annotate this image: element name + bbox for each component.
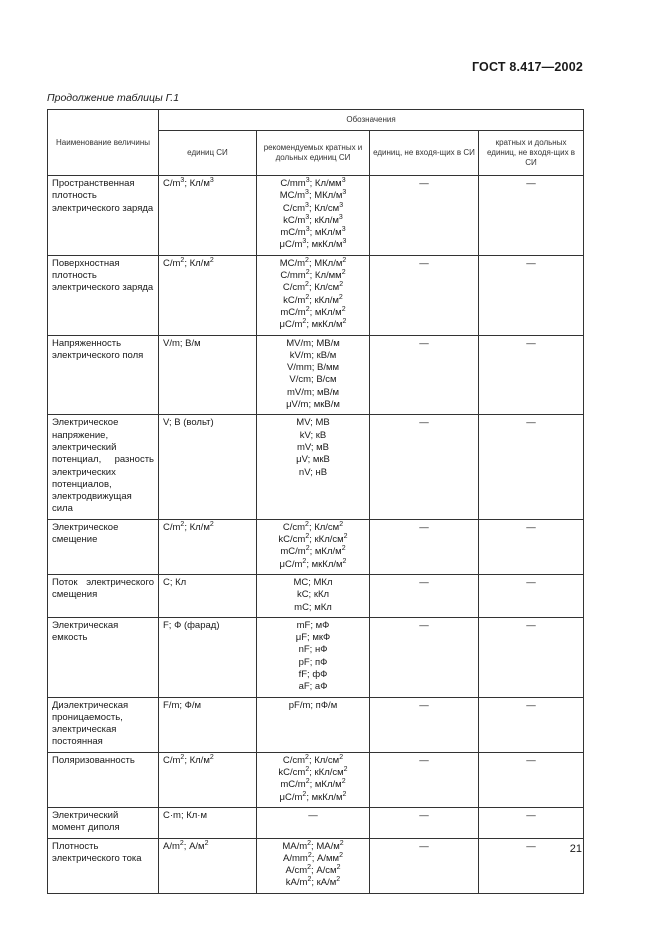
unit-exponent: 3 — [305, 201, 309, 209]
unit-text: ; А/см — [311, 865, 337, 877]
unit-exponent: 2 — [305, 520, 309, 528]
header-quantity-name: Наименование величины — [48, 110, 159, 176]
unit-text: ; МКл/м — [308, 190, 343, 202]
quantity-name: Поверхностная плотность электрического заряда — [48, 255, 159, 335]
si-unit — [159, 255, 257, 335]
si-unit — [159, 176, 257, 256]
unit-exponent: 2 — [307, 863, 312, 871]
unit-text: ; Кл/см — [308, 202, 340, 214]
unit-text: mV/m; мВ/м — [286, 386, 340, 398]
unit-text: V/m; В/м — [163, 337, 201, 349]
unit-text: ; Кл/см — [308, 754, 340, 766]
multiple-unit-line — [261, 467, 365, 479]
unit-text: mC/m — [280, 779, 306, 791]
unit-text: ; А/м — [183, 840, 205, 852]
unit-exponent: 2 — [339, 753, 344, 761]
recommended-multiples — [257, 752, 370, 807]
unit-exponent: 2 — [302, 557, 307, 565]
si-unit — [159, 415, 257, 519]
unit-exponent: 2 — [302, 790, 307, 798]
unit-text: MC/m — [279, 190, 306, 202]
unit-text: V/cm; В/см — [289, 374, 337, 386]
table-row — [48, 807, 584, 838]
multiple-unit-line — [261, 602, 365, 614]
unit-text: μC/m — [279, 319, 303, 331]
multiple-unit-line — [261, 522, 365, 534]
quantity-name: Электрическое напряжение, электрический потенциал, разность электрических потенциалов, электродвижущая сила — [48, 415, 159, 519]
unit-text: ; Кл/мм — [309, 270, 342, 282]
unit-exponent: 3 — [341, 176, 346, 184]
unit-text: μV/m; мкВ/м — [286, 399, 340, 411]
unit-exponent: 2 — [179, 839, 184, 847]
non-si-unit: — — [370, 415, 479, 519]
unit-exponent: 3 — [342, 189, 347, 197]
unit-text: μC/m — [279, 791, 303, 803]
unit-exponent: 3 — [342, 238, 347, 246]
unit-exponent: 2 — [305, 305, 310, 313]
document-code: ГОСТ 8.417—2002 — [471, 60, 583, 74]
multiple-unit-line — [261, 319, 365, 331]
unit-exponent: 2 — [209, 753, 214, 761]
non-si-unit: — — [370, 752, 479, 807]
unit-text: ; мкКл/м — [306, 319, 343, 331]
unit-text: fF; фФ — [298, 668, 328, 680]
unit-text: pF; пФ — [298, 656, 328, 668]
recommended-multiples — [257, 335, 370, 415]
table-row — [48, 176, 584, 256]
unit-text: C; Кл — [163, 576, 187, 588]
unit-text: ; Кл/мм — [309, 178, 342, 189]
multiple-unit-line — [261, 454, 365, 466]
unit-text: mC; мКл — [294, 601, 332, 613]
unit-exponent: 2 — [302, 318, 307, 326]
multiple-unit-line — [261, 387, 365, 399]
unit-exponent: 3 — [341, 226, 346, 234]
unit-text: mC/m — [280, 227, 306, 239]
unit-text: ; мКл/м — [309, 779, 342, 791]
unit-text: C·m; Кл·м — [163, 809, 207, 821]
multiple-unit-line — [261, 350, 365, 362]
unit-text: mF; мФ — [296, 619, 330, 631]
unit-exponent: 2 — [180, 520, 185, 528]
multiple-unit-line — [261, 559, 365, 571]
table-row — [48, 335, 584, 415]
unit-text: nV; нВ — [298, 466, 328, 478]
multiple-unit-line — [261, 644, 365, 656]
multiple-unit-line — [261, 374, 365, 386]
table-row — [48, 697, 584, 752]
unit-exponent: 3 — [305, 226, 310, 234]
multiple-unit-line — [261, 589, 365, 601]
unit-text: kV/m; кВ/м — [289, 349, 337, 361]
unit-exponent: 2 — [305, 532, 310, 540]
multiple-unit-line — [261, 399, 365, 411]
unit-text: A/mm — [283, 852, 308, 864]
quantity-name: Электрический момент диполя — [48, 807, 159, 838]
multiple-unit-line — [261, 669, 365, 681]
unit-text: ; Кл/м — [184, 754, 210, 766]
unit-exponent: 2 — [307, 876, 312, 884]
multiple-unit-line — [261, 779, 365, 791]
multiple-unit-line — [261, 865, 365, 877]
non-si-multiple-unit: — — [479, 752, 584, 807]
unit-text: C/mm — [280, 270, 306, 282]
non-si-multiple-unit: — — [479, 617, 584, 697]
unit-text: ; кКл/м — [309, 214, 339, 226]
unit-exponent: 2 — [307, 839, 312, 847]
multiple-unit-line — [261, 258, 365, 270]
table-row — [48, 255, 584, 335]
header-designations: Обозначения — [159, 110, 584, 131]
unit-exponent: 3 — [209, 176, 214, 184]
non-si-unit: — — [370, 807, 479, 838]
multiple-unit-line — [261, 430, 365, 442]
unit-text: V; В (вольт) — [163, 417, 214, 429]
non-si-multiple-unit: — — [479, 415, 584, 519]
non-si-multiple-unit: — — [479, 519, 584, 574]
unit-text: A/m — [163, 840, 180, 852]
unit-text: kC/cm — [278, 767, 306, 779]
multiple-unit-line — [261, 295, 365, 307]
unit-exponent: 3 — [305, 176, 310, 184]
unit-text: C/cm — [282, 202, 306, 214]
unit-text: — — [308, 809, 318, 821]
non-si-multiple-unit: — — [479, 838, 584, 893]
unit-exponent: 2 — [343, 765, 348, 773]
multiple-unit-line — [261, 681, 365, 693]
unit-text: μC/m — [279, 239, 303, 251]
unit-text: MC; МКл — [293, 576, 333, 588]
unit-text: kA/m — [285, 877, 308, 889]
multiple-unit-line — [261, 239, 365, 251]
table-row — [48, 415, 584, 519]
table-row — [48, 574, 584, 617]
table-row — [48, 838, 584, 893]
unit-text: MC/m — [279, 257, 306, 269]
multiple-unit-line — [261, 700, 365, 712]
multiple-unit-line — [261, 338, 365, 350]
unit-text: kV; кВ — [299, 429, 327, 441]
si-unit — [159, 519, 257, 574]
non-si-multiple-unit: — — [479, 697, 584, 752]
unit-text: pF/m; пФ/м — [288, 699, 338, 711]
non-si-unit: — — [370, 255, 479, 335]
unit-text: nF; нФ — [298, 644, 328, 656]
unit-text: F/m; Ф/м — [163, 699, 202, 711]
non-si-unit: — — [370, 519, 479, 574]
unit-exponent: 2 — [341, 305, 346, 313]
unit-exponent: 2 — [341, 545, 346, 553]
multiple-unit-line — [261, 767, 365, 779]
recommended-multiples — [257, 617, 370, 697]
unit-exponent: 2 — [305, 268, 310, 276]
quantity-name: Плотность электрического тока — [48, 838, 159, 893]
non-si-multiple-unit: — — [479, 574, 584, 617]
units-table — [47, 109, 584, 894]
unit-exponent: 3 — [305, 213, 310, 221]
multiple-unit-line — [261, 270, 365, 282]
unit-text: ; мкКл/м — [306, 791, 343, 803]
unit-exponent: 2 — [305, 778, 310, 786]
unit-exponent: 3 — [180, 176, 185, 184]
header-non-si-units: единиц, не входя-щих в СИ — [370, 131, 479, 176]
unit-text: V/mm; В/мм — [286, 362, 340, 374]
multiple-unit-line — [261, 215, 365, 227]
unit-exponent: 2 — [343, 532, 348, 540]
unit-text: MV/m; МВ/м — [286, 337, 340, 349]
si-unit — [159, 617, 257, 697]
recommended-multiples — [257, 838, 370, 893]
page-number: 21 — [569, 843, 582, 855]
si-unit — [159, 838, 257, 893]
unit-text: A/cm — [285, 865, 308, 877]
multiple-unit-line — [261, 853, 365, 865]
quantity-name: Поляризованность — [48, 752, 159, 807]
unit-text: C/m — [163, 754, 181, 766]
unit-text: aF; аФ — [298, 681, 328, 693]
quantity-name: Поток электрического смещения — [48, 574, 159, 617]
si-unit — [159, 574, 257, 617]
unit-text: ; Кл/м — [184, 521, 210, 533]
unit-text: ; Кл/м — [184, 178, 210, 189]
table-row — [48, 752, 584, 807]
unit-exponent: 2 — [339, 520, 344, 528]
unit-exponent: 3 — [305, 189, 309, 197]
quantity-name: Электрическое смещение — [48, 519, 159, 574]
unit-text: mC/m — [280, 306, 306, 318]
multiple-unit-line — [261, 546, 365, 558]
unit-text: F; Ф (фарад) — [163, 619, 220, 631]
unit-exponent: 2 — [339, 281, 344, 289]
unit-exponent: 2 — [209, 256, 214, 264]
unit-exponent: 2 — [180, 753, 185, 761]
unit-text: C/m — [163, 178, 181, 189]
unit-text: C/cm — [282, 282, 306, 294]
unit-text: ; МКл/м — [308, 257, 343, 269]
unit-text: μF; мкФ — [295, 632, 331, 644]
table-body — [48, 176, 584, 894]
unit-text: kC/m — [283, 294, 306, 306]
multiple-unit-line — [261, 792, 365, 804]
multiple-unit-line — [261, 190, 365, 202]
unit-exponent: 3 — [302, 238, 307, 246]
multiple-unit-line — [261, 442, 365, 454]
multiple-unit-line — [261, 755, 365, 767]
unit-exponent: 2 — [305, 281, 309, 289]
non-si-unit: — — [370, 838, 479, 893]
recommended-multiples — [257, 697, 370, 752]
unit-text: C/mm — [280, 178, 306, 189]
recommended-multiples — [257, 807, 370, 838]
unit-exponent: 2 — [338, 293, 343, 301]
recommended-multiples — [257, 255, 370, 335]
non-si-multiple-unit: — — [479, 255, 584, 335]
unit-exponent: 2 — [180, 256, 185, 264]
unit-text: mC/m — [280, 546, 306, 558]
multiple-unit-line — [261, 577, 365, 589]
non-si-multiple-unit: — — [479, 176, 584, 256]
unit-exponent: 2 — [336, 876, 341, 884]
si-unit — [159, 335, 257, 415]
unit-exponent: 2 — [204, 839, 209, 847]
unit-exponent: 2 — [341, 268, 346, 276]
unit-exponent: 2 — [342, 318, 347, 326]
unit-text: ; мКл/м — [309, 546, 342, 558]
table-row — [48, 519, 584, 574]
unit-text: ; А/мм — [311, 852, 340, 864]
header-recommended-multiples: рекомендуемых кратных и дольных единиц СИ — [257, 131, 370, 176]
unit-text: ; кКл/м — [309, 294, 339, 306]
si-unit — [159, 697, 257, 752]
unit-text: ; мкКл/м — [306, 558, 343, 570]
table-row — [48, 617, 584, 697]
unit-text: μV; мкВ — [296, 454, 330, 466]
non-si-unit: — — [370, 176, 479, 256]
quantity-name: Напряженность электрического поля — [48, 335, 159, 415]
multiple-unit-line — [261, 178, 365, 190]
multiple-unit-line — [261, 620, 365, 632]
unit-exponent: 2 — [342, 790, 347, 798]
quantity-name: Диэлектрическая проницаемость, электрическая постоянная — [48, 697, 159, 752]
multiple-unit-line — [261, 632, 365, 644]
quantity-name: Пространственная плотность электрического заряда — [48, 176, 159, 256]
unit-text: C/cm — [282, 521, 306, 533]
unit-exponent: 2 — [307, 851, 312, 859]
unit-text: kC/cm — [278, 534, 306, 546]
multiple-unit-line — [261, 362, 365, 374]
multiple-unit-line — [261, 810, 365, 822]
multiple-unit-line — [261, 203, 365, 215]
table-caption: Продолжение таблицы Г.1 — [47, 92, 180, 104]
unit-exponent: 2 — [339, 839, 344, 847]
unit-exponent: 2 — [336, 863, 341, 871]
unit-text: ; мКл/м — [309, 227, 342, 239]
unit-text: ; кА/м — [311, 877, 337, 889]
unit-exponent: 3 — [338, 213, 343, 221]
multiple-unit-line — [261, 877, 365, 889]
unit-text: μC/m — [279, 558, 303, 570]
non-si-unit: — — [370, 617, 479, 697]
non-si-unit: — — [370, 574, 479, 617]
unit-text: ; кКл/см — [309, 534, 344, 546]
unit-exponent: 2 — [341, 778, 346, 786]
multiple-unit-line — [261, 657, 365, 669]
unit-text: ; Кл/м — [184, 257, 210, 269]
unit-exponent: 2 — [209, 520, 214, 528]
unit-exponent: 2 — [342, 256, 347, 264]
multiple-unit-line — [261, 227, 365, 239]
unit-exponent: 2 — [305, 765, 310, 773]
recommended-multiples — [257, 519, 370, 574]
unit-exponent: 2 — [305, 293, 310, 301]
multiple-unit-line — [261, 282, 365, 294]
unit-text: ; МА/м — [311, 840, 340, 852]
multiple-unit-line — [261, 841, 365, 853]
multiple-unit-line — [261, 417, 365, 429]
non-si-unit: — — [370, 335, 479, 415]
unit-exponent: 2 — [305, 753, 309, 761]
quantity-name: Электрическая емкость — [48, 617, 159, 697]
unit-text: kC; кКл — [296, 589, 330, 601]
recommended-multiples — [257, 415, 370, 519]
unit-exponent: 2 — [339, 851, 343, 859]
recommended-multiples — [257, 176, 370, 256]
unit-text: ; Кл/см — [308, 282, 340, 294]
unit-text: ; кКл/см — [309, 767, 344, 779]
non-si-multiple-unit: — — [479, 335, 584, 415]
unit-text: ; мКл/м — [309, 306, 342, 318]
header-non-si-multiples: кратных и дольных единиц, не входя-щих в СИ — [479, 131, 584, 176]
unit-text: kC/m — [283, 214, 306, 226]
si-unit — [159, 752, 257, 807]
non-si-unit: — — [370, 697, 479, 752]
unit-text: MA/m — [282, 840, 308, 852]
multiple-unit-line — [261, 534, 365, 546]
unit-exponent: 2 — [305, 256, 309, 264]
header-si-units: единиц СИ — [159, 131, 257, 176]
unit-text: ; мкКл/м — [306, 239, 343, 251]
non-si-multiple-unit: — — [479, 807, 584, 838]
unit-text: ; Кл/см — [308, 521, 340, 533]
si-unit — [159, 807, 257, 838]
recommended-multiples — [257, 574, 370, 617]
unit-exponent: 3 — [339, 201, 344, 209]
unit-exponent: 2 — [305, 545, 310, 553]
unit-text: C/cm — [282, 754, 306, 766]
unit-text: MV; МВ — [296, 417, 330, 429]
unit-exponent: 2 — [342, 557, 347, 565]
unit-text: C/m — [163, 521, 181, 533]
multiple-unit-line — [261, 307, 365, 319]
unit-text: C/m — [163, 257, 181, 269]
unit-text: mV; мВ — [296, 441, 330, 453]
